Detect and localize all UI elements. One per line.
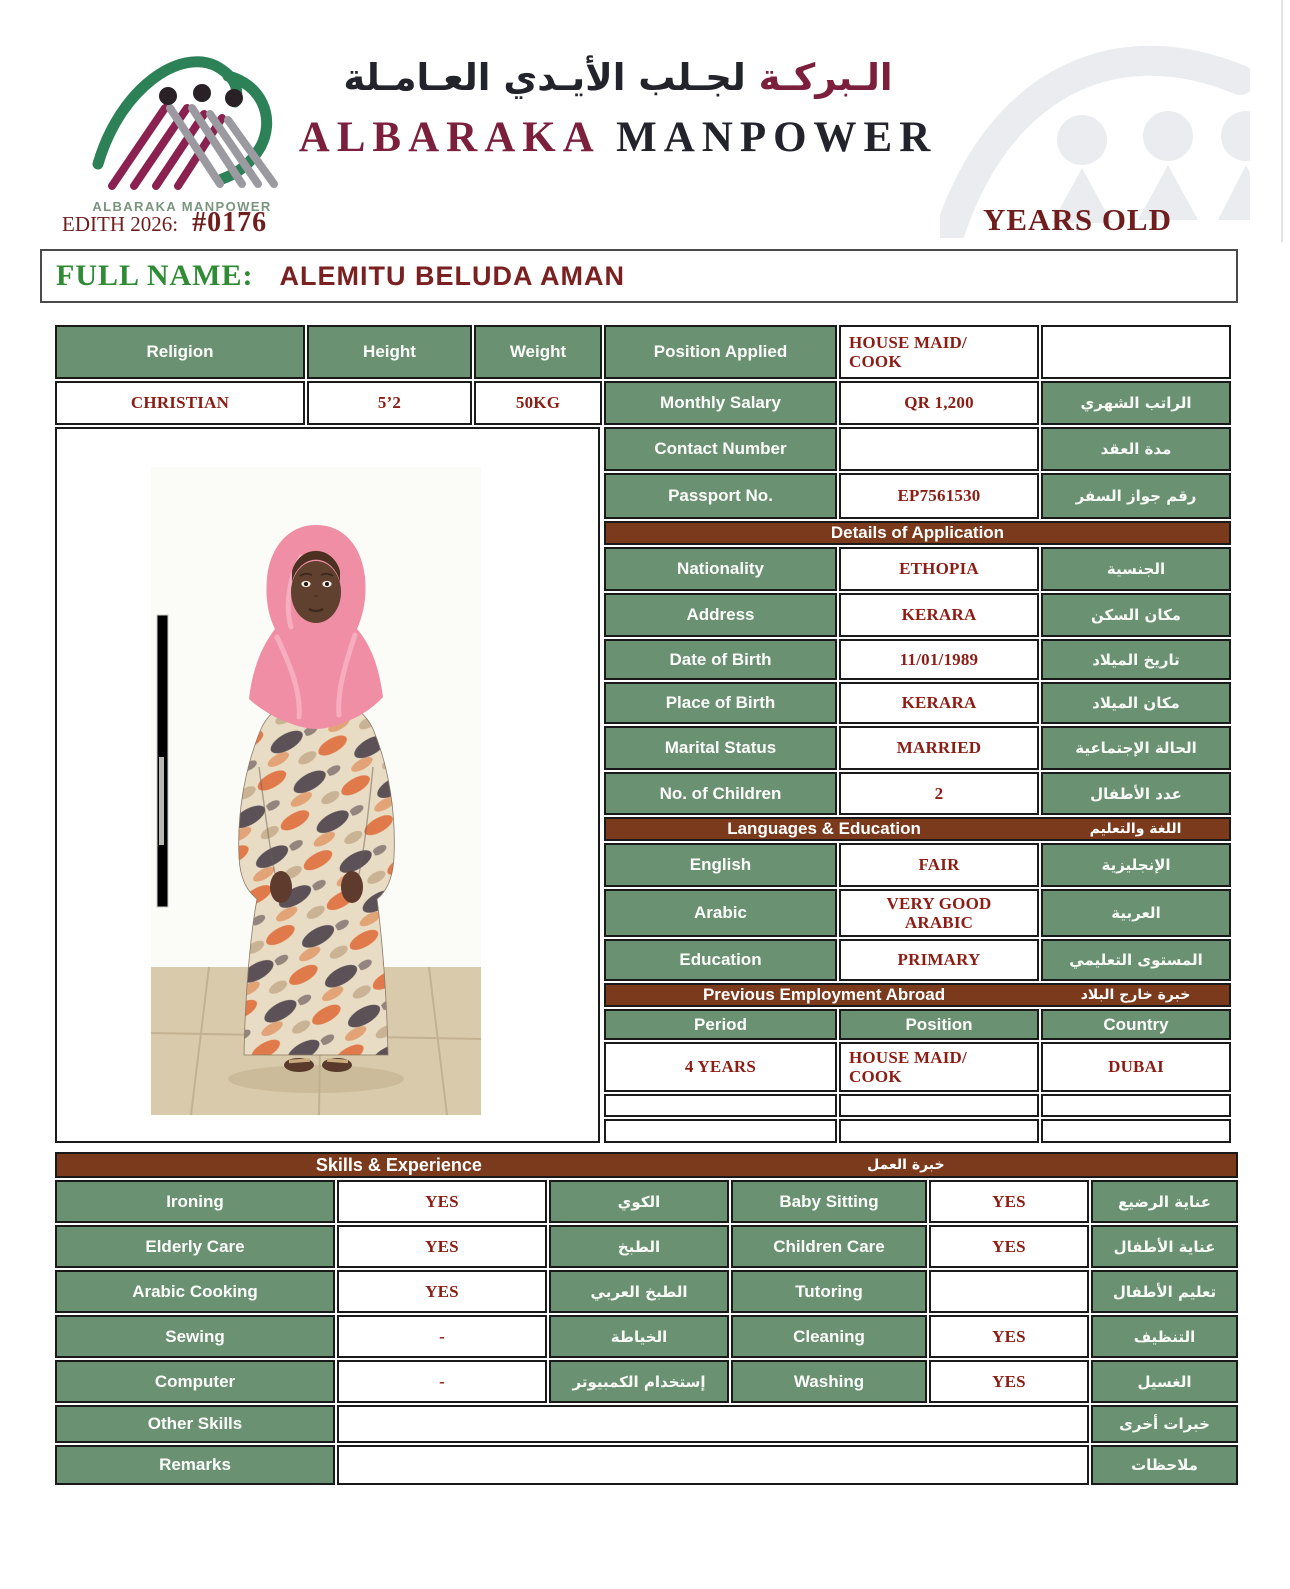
company-title-part1: ALBARAKA <box>298 113 599 161</box>
ironing-arabic: الكوي <box>549 1180 729 1223</box>
monthly-salary-label: Monthly Salary <box>604 381 837 425</box>
position-header: Position <box>839 1009 1039 1040</box>
employment-position-line1: HOUSE MAID/ <box>849 1047 967 1067</box>
childrencare-label: Children Care <box>731 1225 927 1268</box>
tutoring-value <box>929 1270 1089 1313</box>
elderlycare-arabic: الطبخ <box>549 1225 729 1268</box>
address-label: Address <box>604 593 837 637</box>
section-skills-arabic: خبرة العمل <box>867 1157 945 1173</box>
company-logo <box>82 36 282 214</box>
sewing-arabic: الخياطة <box>549 1315 729 1358</box>
passport-arabic: رقم جواز السفر <box>1041 473 1231 519</box>
religion-value: CHRISTIAN <box>55 381 305 425</box>
logo-mark-icon <box>82 36 282 196</box>
children-value: 2 <box>839 772 1039 815</box>
section-details-of-application <box>604 521 1231 545</box>
portrait-photo <box>55 427 600 1143</box>
section-employment-title: Previous Employment Abroad <box>702 985 946 1004</box>
height-value: 5’2 <box>307 381 472 425</box>
contact-number-arabic: مدة العقد <box>1041 427 1231 471</box>
sewing-label: Sewing <box>55 1315 335 1358</box>
english-arabic: الإنجليزية <box>1041 843 1231 887</box>
section-languages-arabic: اللغة والتعليم <box>1089 821 1182 837</box>
full-name-value: ALEMITU BELUDA AMAN <box>279 260 625 291</box>
remarks-value <box>337 1445 1089 1485</box>
employment-empty-position-1 <box>839 1094 1039 1117</box>
babysitting-arabic: عناية الرضيع <box>1091 1180 1238 1223</box>
employment-empty-country-1 <box>1041 1094 1231 1117</box>
cleaning-arabic: التنظيف <box>1091 1315 1238 1358</box>
babysitting-label: Baby Sitting <box>731 1180 927 1223</box>
passport-value: EP7561530 <box>839 473 1039 519</box>
dob-value: 11/01/1989 <box>839 639 1039 680</box>
otherskills-label: Other Skills <box>55 1405 335 1443</box>
company-title-arabic-black: لجـلب الأيـدي العـامـلة <box>343 56 746 99</box>
top-right-empty-cell <box>1041 325 1231 379</box>
edition-label: EDITH 2026: <box>62 212 179 236</box>
address-arabic: مكان السكن <box>1041 593 1231 637</box>
nationality-arabic: الجنسية <box>1041 547 1231 591</box>
details-table <box>604 427 1231 1143</box>
washing-arabic: الغسيل <box>1091 1360 1238 1403</box>
pob-value: KERARA <box>839 682 1039 724</box>
arabiccooking-value: YES <box>337 1270 547 1313</box>
arabic-arabic: العربية <box>1041 889 1231 937</box>
employment-country: DUBAI <box>1041 1042 1231 1092</box>
education-value: PRIMARY <box>839 939 1039 981</box>
company-title-part2: MANPOWER <box>616 113 938 161</box>
english-label: English <box>604 843 837 887</box>
scan-edge-line <box>1281 0 1283 242</box>
company-title-block <box>288 58 948 162</box>
employment-period: 4 YEARS <box>604 1042 837 1092</box>
children-label: No. of Children <box>604 772 837 815</box>
portrait-photo-image <box>151 467 481 1115</box>
dob-arabic: تاريخ الميلاد <box>1041 639 1231 680</box>
childrencare-arabic: عناية الأطفال <box>1091 1225 1238 1268</box>
arabic-value <box>839 889 1039 937</box>
pob-label: Place of Birth <box>604 682 837 724</box>
edition-number: #0176 <box>192 207 268 238</box>
elderlycare-value: YES <box>337 1225 547 1268</box>
education-arabic: المستوى التعليمي <box>1041 939 1231 981</box>
company-title-arabic <box>288 58 948 99</box>
arabic-value-line1: VERY GOOD <box>886 893 992 913</box>
height-header: Height <box>307 325 472 379</box>
address-value: KERARA <box>839 593 1039 637</box>
sewing-value: - <box>337 1315 547 1358</box>
monthly-salary-arabic: الراتب الشهري <box>1041 381 1231 425</box>
full-name-box <box>40 249 1238 303</box>
section-skills-title: Skills & Experience <box>315 1154 482 1175</box>
computer-arabic: إستخدام الكمبيوتر <box>549 1360 729 1403</box>
arabic-value-line2: ARABIC <box>904 913 974 932</box>
remarks-label: Remarks <box>55 1445 335 1485</box>
dob-label: Date of Birth <box>604 639 837 680</box>
arabiccooking-arabic: الطبخ العربي <box>549 1270 729 1313</box>
position-applied-label: Position Applied <box>604 325 837 379</box>
position-applied-line2: COOK <box>849 352 902 371</box>
section-skills-experience <box>55 1152 1238 1178</box>
section-employment-arabic: خبرة خارج البلاد <box>1080 987 1191 1003</box>
weight-value: 50KG <box>474 381 602 425</box>
monthly-salary-value: QR 1,200 <box>839 381 1039 425</box>
full-name-label: FULL NAME: <box>56 259 254 292</box>
section-languages-education <box>604 817 1231 841</box>
weight-header: Weight <box>474 325 602 379</box>
tutoring-arabic: تعليم الأطفال <box>1091 1270 1238 1313</box>
contact-number-label: Contact Number <box>604 427 837 471</box>
top-table <box>55 325 1231 425</box>
religion-header: Religion <box>55 325 305 379</box>
marital-value: MARRIED <box>839 726 1039 770</box>
children-arabic: عدد الأطفال <box>1041 772 1231 815</box>
washing-label: Washing <box>731 1360 927 1403</box>
period-header: Period <box>604 1009 837 1040</box>
arabic-label: Arabic <box>604 889 837 937</box>
employment-empty-position-2 <box>839 1119 1039 1143</box>
marital-arabic: الحالة الإجتماعية <box>1041 726 1231 770</box>
pob-arabic: مكان الميلاد <box>1041 682 1231 724</box>
remarks-arabic: ملاحظات <box>1091 1445 1238 1485</box>
logo-caption: ALBARAKA MANPOWER <box>92 199 272 214</box>
tutoring-label: Tutoring <box>731 1270 927 1313</box>
edition-line <box>62 207 267 239</box>
arabiccooking-label: Arabic Cooking <box>55 1270 335 1313</box>
ironing-value: YES <box>337 1180 547 1223</box>
nationality-value: ETHOPIA <box>839 547 1039 591</box>
position-applied-value <box>839 325 1039 379</box>
computer-label: Computer <box>55 1360 335 1403</box>
employment-empty-period-1 <box>604 1094 837 1117</box>
marital-label: Marital Status <box>604 726 837 770</box>
cleaning-value: YES <box>929 1315 1089 1358</box>
company-title-english <box>288 113 948 162</box>
country-header: Country <box>1041 1009 1231 1040</box>
cleaning-label: Cleaning <box>731 1315 927 1358</box>
babysitting-value: YES <box>929 1180 1089 1223</box>
section-details-title: Details of Application <box>830 523 1005 542</box>
nationality-label: Nationality <box>604 547 837 591</box>
childrencare-value: YES <box>929 1225 1089 1268</box>
employment-empty-country-2 <box>1041 1119 1231 1143</box>
company-title-arabic-maroon: الـبركـة <box>758 56 893 99</box>
otherskills-arabic: خبرات أخرى <box>1091 1405 1238 1443</box>
education-label: Education <box>604 939 837 981</box>
skills-table <box>55 1152 1238 1485</box>
otherskills-value <box>337 1405 1089 1443</box>
washing-value: YES <box>929 1360 1089 1403</box>
ironing-label: Ironing <box>55 1180 335 1223</box>
contact-number-value <box>839 427 1039 471</box>
computer-value: - <box>337 1360 547 1403</box>
elderlycare-label: Elderly Care <box>55 1225 335 1268</box>
section-previous-employment <box>604 983 1231 1007</box>
position-applied-line1: HOUSE MAID/ <box>849 332 967 352</box>
employment-position <box>839 1042 1039 1092</box>
employment-empty-period-2 <box>604 1119 837 1143</box>
section-languages-title: Languages & Education <box>727 819 921 838</box>
passport-label: Passport No. <box>604 473 837 519</box>
employment-position-line2: COOK <box>849 1067 902 1086</box>
english-value: FAIR <box>839 843 1039 887</box>
years-old-label: YEARS OLD <box>982 202 1172 237</box>
